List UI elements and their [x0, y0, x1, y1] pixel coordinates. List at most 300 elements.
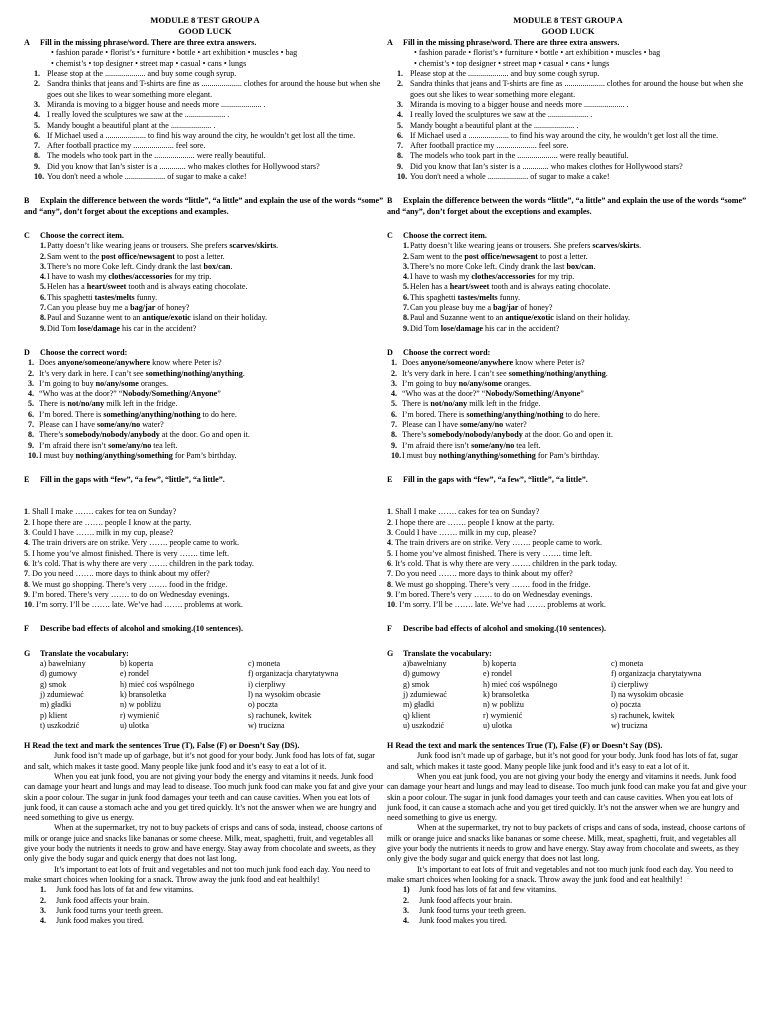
question-text: After football practice my .................... feel sore.: [47, 141, 206, 151]
vocab-word: m) gładki: [403, 700, 435, 710]
question-item: 7. Please can I have some/any/no water?: [28, 419, 164, 429]
question-number: 10.: [28, 450, 39, 460]
section-e-heading: E Fill in the gaps with “few”, “a few”, “little”, “a little”.: [24, 475, 225, 485]
answer-options: bag/jar: [130, 303, 156, 313]
answer-options: anyone/someone/anywhere: [420, 358, 514, 368]
question-text: . I hope there are ……. people I know at the party.: [391, 517, 555, 527]
question-number: 3.: [34, 99, 41, 109]
module-title: MODULE 8 TEST GROUP A: [513, 15, 623, 25]
question-item: [24, 507, 386, 517]
answer-options: post office/newsagent: [101, 251, 175, 261]
question-number: 1.: [34, 69, 41, 79]
section-b-heading: B Explain the difference between the words “little”, “a little” and explain the use of the words “some” and “any”, don’t forget about the exceptions and examples.: [24, 196, 384, 216]
question-number: 4.: [40, 916, 47, 926]
question-number: 2.: [391, 368, 398, 378]
question-number: 1): [403, 885, 410, 895]
question-text: . It’s cold. That is why there are very ……. children in the park today.: [28, 558, 254, 568]
vocab-word: o) poczta: [611, 700, 641, 710]
question-item: 1. Does anyone/someone/anywhere know where Peter is?: [391, 358, 585, 368]
question-number: 7: [387, 569, 392, 579]
section-g-heading: G Translate the vocabulary:: [24, 648, 129, 658]
question-number: 3: [387, 528, 392, 538]
question-number: 10.: [397, 172, 408, 182]
question-text: . We must go shopping. There’s very ……. food in the fridge.: [28, 579, 228, 589]
vocab-word: q) klient: [403, 710, 431, 720]
answer-options: box/can: [566, 261, 594, 271]
answer-options: something/anything/nothing: [466, 409, 564, 419]
vocab-word: h) mieć coś wspólnego: [120, 679, 195, 689]
answer-options: scarves/skirts: [229, 241, 277, 251]
question-item: [387, 885, 749, 895]
answer-options: some/any/no: [96, 419, 141, 429]
question-item: [24, 151, 386, 161]
section-a-heading: A Fill in the missing phrase/word. There are three extra answers.: [387, 38, 620, 48]
question-text: . Do you need ……. more days to think about my offer?: [391, 569, 573, 579]
question-text: You don't need a whole .................... of sugar to make a cake!: [410, 172, 610, 182]
question-item: 6. I’m bored. There is something/anything/nothing to do here.: [391, 409, 600, 419]
question-text: Junk food has lots of fat and few vitamins.: [419, 885, 557, 895]
question-item: 8. Paul and Suzanne went to an antique/exotic island on their holiday.: [40, 313, 268, 323]
question-item: 6. This spaghetti tastes/melts funny.: [403, 292, 521, 302]
question-item: 1. Does anyone/someone/anywhere know where Peter is?: [28, 358, 222, 368]
question-text: . Do you need ……. more days to think about my offer?: [28, 569, 210, 579]
answer-options: somebody/nobody/anybody: [428, 430, 523, 440]
question-text: The models who took part in the .................... were really beautiful.: [47, 151, 266, 161]
question-number: 7.: [403, 303, 410, 313]
question-number: 6.: [391, 409, 398, 419]
vocab-word: j) zdumiewać: [40, 689, 84, 699]
answer-options: bag/jar: [493, 303, 519, 313]
question-number: 5.: [403, 282, 410, 292]
question-text: . Could I have ……. milk in my cup, please?: [391, 528, 537, 538]
question-number: 7.: [34, 141, 41, 151]
question-text: Junk food affects your brain.: [419, 895, 513, 905]
question-text: . We must go shopping. There’s very ……. food in the fridge.: [391, 579, 591, 589]
answer-options: something/nothing/anything: [508, 368, 606, 378]
question-number: 5.: [397, 120, 404, 130]
question-number: 9.: [34, 161, 41, 171]
vocabulary-grid: [24, 659, 386, 731]
answer-options: lose/damage: [440, 323, 484, 333]
question-number: 8.: [403, 313, 410, 323]
answer-options: scarves/skirts: [592, 241, 640, 251]
answer-options: nothing/anything/something: [438, 450, 536, 460]
section-b-heading: B Explain the difference between the words “little”, “a little” and explain the use of the words “some” and “any”, don’t forget about the exceptions and examples.: [387, 196, 747, 216]
question-number: 8.: [34, 151, 41, 161]
question-number: 8.: [40, 313, 47, 323]
question-number: 2.: [40, 251, 47, 261]
worksheet-copy-left: [24, 15, 386, 926]
question-item: 4. “Who was at the door?” “Nobody/Something/Anyone”: [28, 389, 221, 399]
question-number: 9.: [403, 323, 410, 333]
question-text: Miranda is moving to a bigger house and needs more .................... .: [47, 99, 266, 109]
question-item: [24, 885, 386, 895]
section-f-heading: F Describe bad effects of alcohol and smoking.(10 sentences).: [387, 624, 606, 634]
answer-options: some/any/no: [459, 419, 504, 429]
section-c-list: [24, 241, 386, 334]
question-number: 3.: [403, 261, 410, 271]
question-number: 4.: [403, 916, 410, 926]
answer-options: lose/damage: [77, 323, 121, 333]
answer-options: antique/exotic: [142, 313, 191, 323]
question-text: Junk food has lots of fat and few vitamins.: [56, 885, 194, 895]
question-item: 9. Did Tom lose/damage his car in the accident?: [403, 323, 560, 333]
question-item: [24, 559, 386, 569]
question-item: [24, 600, 386, 610]
question-item: [24, 590, 386, 600]
question-item: [24, 141, 386, 151]
question-number: 5.: [28, 399, 35, 409]
answer-options: no/any/some: [458, 378, 502, 388]
answer-options: Nobody/Something/Anyone: [485, 389, 581, 399]
question-item: 3. There’s no more Coke left. Cindy drank the last box/can.: [403, 261, 596, 271]
reading-paragraph-2: When you eat junk food, you are not giving your body the energy and vitamins it needs. Junk food can damage your heart and lungs and may lead to disease. Too much junk food can make you fat and give your skin a poor colour. The sugar in junk food damages your teeth and can cause cavities. When you eat lots of junk food, it can cause a stomach ache and you get tired quickly. It’s not the answer when we are hungry and need something to give us energy.: [24, 772, 384, 823]
vocab-word: a) bawełniany: [40, 659, 86, 669]
vocab-word: k) bransoletka: [120, 689, 167, 699]
question-number: 2.: [40, 895, 47, 905]
question-item: 4. I have to wash my clothes/accessories for my trip.: [40, 272, 212, 282]
question-item: [387, 569, 749, 579]
section-e-list: [387, 507, 749, 610]
question-item: 3. I’m going to buy no/any/some oranges.: [28, 378, 169, 388]
question-item: [24, 172, 386, 182]
question-item: 7. Can you please buy me a bag/jar of honey?: [40, 303, 190, 313]
question-number: 4.: [391, 389, 398, 399]
question-item: [387, 559, 749, 569]
question-item: [387, 79, 749, 100]
vocab-word: d) gumowy: [40, 669, 78, 679]
question-number: 7.: [397, 141, 404, 151]
question-item: 2. It’s very dark in here. I can’t see something/nothing/anything.: [28, 368, 245, 378]
vocab-word: c) moneta: [248, 659, 281, 669]
vocab-word: i) cierpliwy: [611, 679, 649, 689]
question-item: [387, 100, 749, 110]
answer-options: anyone/someone/anywhere: [57, 358, 151, 368]
question-number: 4.: [34, 110, 41, 120]
question-number: 7.: [28, 419, 35, 429]
question-item: 4. “Who was at the door?” “Nobody/Something/Anyone”: [391, 389, 584, 399]
question-number: 8.: [397, 151, 404, 161]
question-number: 3: [24, 528, 29, 538]
vocab-word: u) ulotka: [483, 720, 512, 730]
answer-options: clothes/accessories: [108, 272, 173, 282]
question-text: Miranda is moving to a bigger house and needs more .................... .: [410, 99, 629, 109]
answer-options: no/any/some: [95, 378, 139, 388]
question-number: 10: [387, 600, 396, 610]
question-number: 1.: [28, 358, 35, 368]
section-e-heading: E Fill in the gaps with “few”, “a few”, “little”, “a little”.: [387, 475, 588, 485]
question-text: Did you know that Ian’s sister is a ............. who makes clothes for Hollywood stars?: [47, 161, 320, 171]
vocab-word: w) trucizna: [248, 720, 285, 730]
question-number: 2.: [403, 251, 410, 261]
question-number: 3.: [391, 378, 398, 388]
vocab-word: e) rondel: [483, 669, 512, 679]
vocab-word: b) koperta: [483, 659, 517, 669]
question-item: [387, 538, 749, 548]
question-text: I really loved the sculptures we saw at the .................... .: [47, 110, 230, 120]
question-text: . Could I have ……. milk in my cup, please?: [28, 528, 174, 538]
question-number: 6.: [403, 292, 410, 302]
question-number: 4.: [403, 272, 410, 282]
question-number: 8.: [28, 430, 35, 440]
question-item: 6. I’m bored. There is something/anything/nothing to do here.: [28, 409, 237, 419]
question-number: 1.: [391, 358, 398, 368]
answer-options: clothes/accessories: [471, 272, 536, 282]
question-number: 5: [387, 548, 392, 558]
good-luck-title: GOOD LUCK: [541, 25, 595, 36]
question-number: 4: [387, 538, 392, 548]
question-number: 4.: [28, 389, 35, 399]
section-g-heading: G Translate the vocabulary:: [387, 648, 492, 658]
vocab-word: f) organizacja charytatywna: [248, 669, 339, 679]
question-text: The models who took part in the .................... were really beautiful.: [410, 151, 629, 161]
question-number: 6: [387, 558, 392, 568]
reading-paragraph-3: When at the supermarket, try not to buy packets of crisps and cans of soda, instead, choose cartons of milk or orange juice and snacks like bananas or some cheese. Milk, meat, spaghetti, fruit, and vegetables all give your body the nutrients it needs to grow and have energy. Stay away from chocolate and sweets, as they only give the body sugar and quick energy that does not last long.: [387, 823, 746, 864]
vocab-word: l) na wysokim obcasie: [611, 689, 684, 699]
question-number: 7: [24, 569, 29, 579]
question-item: 5. There is not/no/any milk left in the fridge.: [391, 399, 541, 409]
vocab-word: u) ulotka: [120, 720, 149, 730]
question-item: [387, 110, 749, 120]
question-item: 8. There’s somebody/nobody/anybody at the door. Go and open it.: [391, 430, 613, 440]
vocab-word: n) w pobliżu: [483, 700, 524, 710]
question-number: 10: [24, 600, 33, 610]
question-number: 8.: [391, 430, 398, 440]
answer-options: some/any/no: [108, 440, 152, 450]
question-item: 10. I must buy nothing/anything/something for Pam’s birthday.: [28, 450, 237, 460]
section-h-list: [387, 885, 749, 926]
question-item: [387, 580, 749, 590]
question-item: [387, 518, 749, 528]
section-c-heading: C Choose the correct item.: [24, 230, 124, 240]
vocab-word: a)bawełniany: [403, 659, 447, 669]
question-item: [24, 896, 386, 906]
worksheet-copy-right: [387, 15, 749, 926]
question-item: 6. This spaghetti tastes/melts funny.: [40, 292, 158, 302]
answer-options: not/no/any: [67, 399, 105, 409]
question-text: . It’s cold. That is why there are very ……. children in the park today.: [391, 558, 617, 568]
question-item: 2. It’s very dark in here. I can’t see something/nothing/anything.: [391, 368, 608, 378]
question-text: . I’m sorry. I’ll be ……. late. We’ve had ……. problems at work.: [32, 600, 243, 610]
question-item: [387, 507, 749, 517]
section-c-heading: C Choose the correct item.: [387, 230, 487, 240]
question-number: 1: [387, 507, 392, 517]
question-item: [24, 121, 386, 131]
question-number: 6: [24, 558, 29, 568]
vocab-word: m) gładki: [40, 700, 72, 710]
question-text: . I’m bored. There’s very ……. to do on Wednesday evenings.: [28, 589, 230, 599]
question-number: 1.: [40, 241, 47, 251]
question-item: [387, 600, 749, 610]
section-d-list: [387, 358, 749, 461]
question-number: 9: [387, 589, 392, 599]
question-number: 2.: [34, 79, 41, 89]
answer-options: heart/sweet: [449, 282, 490, 292]
question-item: 5. Helen has a heart/sweet tooth and is always eating chocolate.: [403, 282, 611, 292]
question-text: I really loved the sculptures we saw at the .................... .: [410, 110, 593, 120]
answer-options: somebody/nobody/anybody: [65, 430, 160, 440]
section-d-list: [24, 358, 386, 461]
word-bank-line-1: • fashion parade • florist’s • furniture • bottle • art exhibition • muscles • bag: [51, 48, 298, 58]
section-a-heading: A Fill in the missing phrase/word. There are three extra answers.: [24, 38, 257, 48]
vocab-word: c) moneta: [611, 659, 644, 669]
reading-paragraph-4: It’s important to eat lots of fruit and vegetables and not too much junk food each day. You need to make smart choices when looking for a snack. Throw away the junk food and eat healthily!: [24, 864, 371, 884]
question-number: 2.: [403, 895, 410, 905]
question-item: [24, 79, 386, 100]
question-item: [387, 549, 749, 559]
question-item: [24, 549, 386, 559]
question-number: 5.: [34, 120, 41, 130]
vocab-word: w) trucizna: [611, 720, 648, 730]
question-number: 5.: [391, 399, 398, 409]
reading-paragraph-2: When you eat junk food, you are not giving your body the energy and vitamins it needs. Junk food can damage your heart and lungs and may lead to disease. Too much junk food can make you fat and give your skin a poor colour. The sugar in junk food damages your teeth and can cause cavities. When you eat lots of junk food, it can cause a stomach ache and you get tired quickly. It’s not the answer when we are hungry and need something to give us energy.: [387, 772, 747, 823]
question-text: . I home you’ve almost finished. There is very ……. time left.: [391, 548, 593, 558]
question-item: [24, 906, 386, 916]
question-text: Please stop at the .................... and buy some cough syrup.: [47, 69, 237, 79]
question-text: . I hope there are ……. people I know at the party.: [28, 517, 192, 527]
question-item: 7. Please can I have some/any/no water?: [391, 419, 527, 429]
vocab-word: s) rachunek, kwitek: [248, 710, 312, 720]
reading-paragraph-3: When at the supermarket, try not to buy packets of crisps and cans of soda, instead, choose cartons of milk or orange juice and snacks like bananas or some cheese. Milk, meat, spaghetti, fruit, and vegetables all give your body the nutrients it needs to grow and have energy. Stay away from chocolate and sweets, as they only give the body sugar and quick energy that does not last long.: [24, 823, 383, 864]
question-item: [387, 916, 749, 926]
reading-paragraph-1: Junk food isn’t made up of garbage, but it’s not good for your body. Junk food has lots of fat, sugar and salt, which makes it taste good. Many people like junk food and it’s easy to eat a lot of it.: [387, 751, 739, 771]
question-item: 5. There is not/no/any milk left in the fridge.: [28, 399, 178, 409]
question-number: 9.: [391, 440, 398, 450]
vocab-word: s) rachunek, kwitek: [611, 710, 675, 720]
question-text: . Shall I make ……. cakes for tea on Sunday?: [391, 507, 540, 517]
question-item: [387, 906, 749, 916]
question-number: 7.: [391, 419, 398, 429]
section-f-heading: F Describe bad effects of alcohol and smoking.(10 sentences).: [24, 624, 243, 634]
question-text: . I’m bored. There’s very ……. to do on Wednesday evenings.: [391, 589, 593, 599]
question-number: 1.: [397, 69, 404, 79]
word-bank-line-1: • fashion parade • florist’s • furniture • bottle • art exhibition • muscles • bag: [414, 48, 661, 58]
question-item: [24, 131, 386, 141]
question-text: Junk food turns your teeth green.: [419, 905, 526, 915]
question-item: [387, 590, 749, 600]
question-item: [24, 518, 386, 528]
vocab-word: j) zdumiewać: [403, 689, 447, 699]
question-text: Sandra thinks that jeans and T-shirts are fine as .................... clothes for around the house but when she goes out she likes to wear something more elegant.: [47, 79, 381, 99]
vocabulary-grid: [387, 659, 749, 731]
vocab-word: g) smok: [40, 679, 67, 689]
answer-options: something/nothing/anything: [145, 368, 243, 378]
question-number: 4: [24, 538, 29, 548]
question-item: [24, 538, 386, 548]
section-d-heading: D Choose the correct word:: [387, 347, 491, 357]
question-item: 3. There’s no more Coke left. Cindy drank the last box/can.: [40, 261, 233, 271]
answer-options: heart/sweet: [86, 282, 127, 292]
question-number: 9.: [397, 161, 404, 171]
module-title: MODULE 8 TEST GROUP A: [150, 15, 260, 25]
question-number: 8: [24, 579, 29, 589]
vocab-word: o) poczta: [248, 700, 278, 710]
section-h-list: [24, 885, 386, 926]
question-item: [24, 569, 386, 579]
question-item: [387, 131, 749, 141]
question-item: [387, 121, 749, 131]
question-text: You don't need a whole .................... of sugar to make a cake!: [47, 172, 247, 182]
question-number: 9.: [28, 440, 35, 450]
answer-options: nothing/anything/something: [75, 450, 173, 460]
question-item: 8. Paul and Suzanne went to an antique/exotic island on their holiday.: [403, 313, 631, 323]
question-item: 7. Can you please buy me a bag/jar of honey?: [403, 303, 553, 313]
vocab-word: e) rondel: [120, 669, 149, 679]
section-d-heading: D Choose the correct word:: [24, 347, 128, 357]
question-item: [24, 100, 386, 110]
question-text: . The train drivers are on strike. Very ……. people came to work.: [28, 538, 240, 548]
answer-options: some/any/no: [471, 440, 515, 450]
question-number: 1: [24, 507, 29, 517]
question-text: Junk food makes you tired.: [419, 916, 507, 926]
question-item: 1. Patty doesn’t like wearing jeans or trousers. She prefers scarves/skirts.: [40, 241, 279, 251]
question-item: 2. Sam went to the post office/newsagent to post a letter.: [40, 251, 225, 261]
reading-paragraph-4: It’s important to eat lots of fruit and vegetables and not too much junk food each day. You need to make smart choices when looking for a snack. Throw away the junk food and eat healthily!: [387, 864, 734, 884]
vocab-word: r) wymienić: [483, 710, 523, 720]
question-number: 3.: [397, 99, 404, 109]
word-bank-line-2: • chemist’s • top designer • street map • casual • cans • lungs: [414, 58, 610, 68]
section-h-heading: H Read the text and mark the sentences True (T), False (F) or Doesn’t Say (DS).: [387, 741, 663, 751]
word-bank-line-2: • chemist’s • top designer • street map • casual • cans • lungs: [51, 58, 247, 68]
vocab-word: g) smok: [403, 679, 430, 689]
question-number: 10.: [391, 450, 402, 460]
reading-paragraph-1: Junk food isn’t made up of garbage, but it’s not good for your body. Junk food has lots of fat, sugar and salt, which makes it taste good. Many people like junk food and it’s easy to eat a lot of it.: [24, 751, 376, 771]
section-a-list: [387, 69, 749, 182]
section-a-list: [24, 69, 386, 182]
question-text: Junk food turns your teeth green.: [56, 905, 163, 915]
question-item: [24, 580, 386, 590]
question-item: [24, 162, 386, 172]
question-number: 8: [387, 579, 392, 589]
question-number: 5: [24, 548, 29, 558]
vocab-word: r) wymienić: [120, 710, 160, 720]
question-item: 10. I must buy nothing/anything/something for Pam’s birthday.: [391, 450, 600, 460]
question-item: [387, 69, 749, 79]
question-item: 2. Sam went to the post office/newsagent to post a letter.: [403, 251, 588, 261]
question-item: [387, 151, 749, 161]
question-number: 6.: [34, 130, 41, 140]
question-number: 1.: [403, 241, 410, 251]
question-text: Junk food affects your brain.: [56, 895, 150, 905]
question-text: Junk food makes you tired.: [56, 916, 144, 926]
good-luck-title: GOOD LUCK: [178, 25, 232, 36]
question-text: After football practice my .................... feel sore.: [410, 141, 569, 151]
question-item: [387, 528, 749, 538]
question-text: Mandy bought a beautiful plant at the .................... .: [47, 120, 216, 130]
question-text: . Shall I make ……. cakes for tea on Sunday?: [28, 507, 177, 517]
question-item: [24, 69, 386, 79]
question-number: 2.: [397, 79, 404, 89]
vocab-word: n) w pobliżu: [120, 700, 161, 710]
question-item: 9. I’m afraid there isn’t some/any/no tea left.: [391, 440, 541, 450]
answer-options: tastes/melts: [94, 292, 135, 302]
question-number: 3.: [40, 905, 47, 915]
question-number: 6.: [40, 292, 47, 302]
answer-options: tastes/melts: [457, 292, 498, 302]
question-text: Please stop at the .................... and buy some cough syrup.: [410, 69, 600, 79]
answer-options: not/no/any: [430, 399, 468, 409]
question-number: 9.: [40, 323, 47, 333]
question-number: 1.: [40, 885, 47, 895]
answer-options: post office/newsagent: [464, 251, 538, 261]
section-h-heading: H Read the text and mark the sentences True (T), False (F) or Doesn’t Say (DS).: [24, 741, 300, 751]
question-number: 2.: [28, 368, 35, 378]
section-e-list: [24, 507, 386, 610]
question-text: If Michael used a .................... to find his way around the city, he wouldn’t get lost all the time.: [47, 130, 356, 140]
question-item: [387, 172, 749, 182]
question-text: Did you know that Ian’s sister is a ............. who makes clothes for Hollywood stars?: [410, 161, 683, 171]
vocab-word: k) bransoletka: [483, 689, 530, 699]
